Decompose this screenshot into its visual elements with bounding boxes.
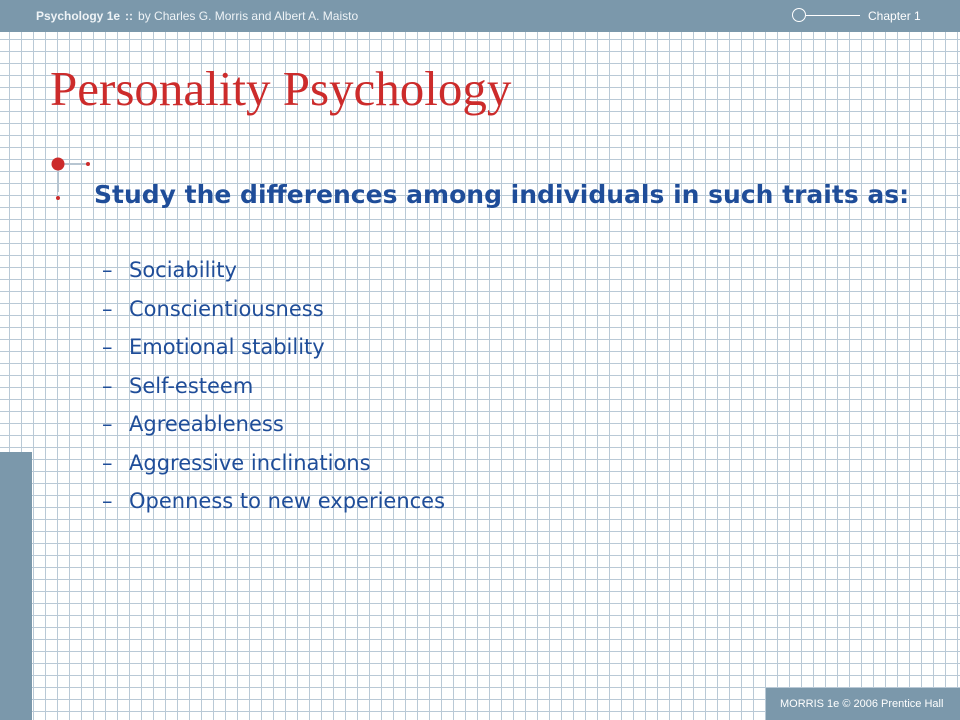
list-dash: –: [102, 450, 113, 475]
trait-label: Openness to new experiences: [129, 489, 446, 513]
trait-label: Emotional stability: [129, 335, 325, 359]
list-item: [102, 489, 445, 528]
authors-text: by Charles G. Morris and Albert A. Maisto: [138, 9, 359, 23]
trait-label: Conscientiousness: [129, 296, 324, 321]
list-dash: –: [102, 296, 113, 321]
list-item: [102, 335, 445, 374]
list-item: [102, 374, 445, 413]
trait-label: Agreeableness: [129, 412, 284, 436]
ornament-rule: [806, 15, 860, 16]
lead-text-block: [86, 178, 926, 212]
trait-label: Aggressive inclinations: [129, 450, 371, 475]
book-title-line: [36, 9, 358, 23]
list-dash: –: [102, 335, 113, 359]
list-dash: –: [102, 258, 113, 282]
left-accent-bar: [0, 452, 32, 720]
footer-bar: [766, 688, 960, 720]
trait-label: Self-esteem: [129, 373, 254, 398]
list-item: [102, 451, 445, 490]
list-item: [102, 297, 445, 336]
list-dash: –: [102, 412, 113, 436]
copyright-text: MORRIS 1e © 2006 Prentice Hall: [780, 698, 944, 710]
circle-ornament-icon: [792, 8, 806, 22]
traits-list: [102, 258, 445, 528]
list-dash: –: [102, 489, 113, 513]
list-item: [102, 412, 445, 451]
list-item: [102, 258, 445, 297]
chapter-label: Chapter 1: [868, 9, 921, 23]
slide-title: Personality Psychology: [50, 61, 512, 116]
header-bar: [0, 0, 960, 32]
book-title: Psychology 1e: [36, 9, 121, 23]
list-dash: –: [102, 373, 113, 398]
lead-text: Study the differences among individuals in such traits as:: [94, 180, 910, 209]
trait-label: Sociability: [129, 258, 237, 282]
title-separator: ::: [125, 9, 134, 23]
